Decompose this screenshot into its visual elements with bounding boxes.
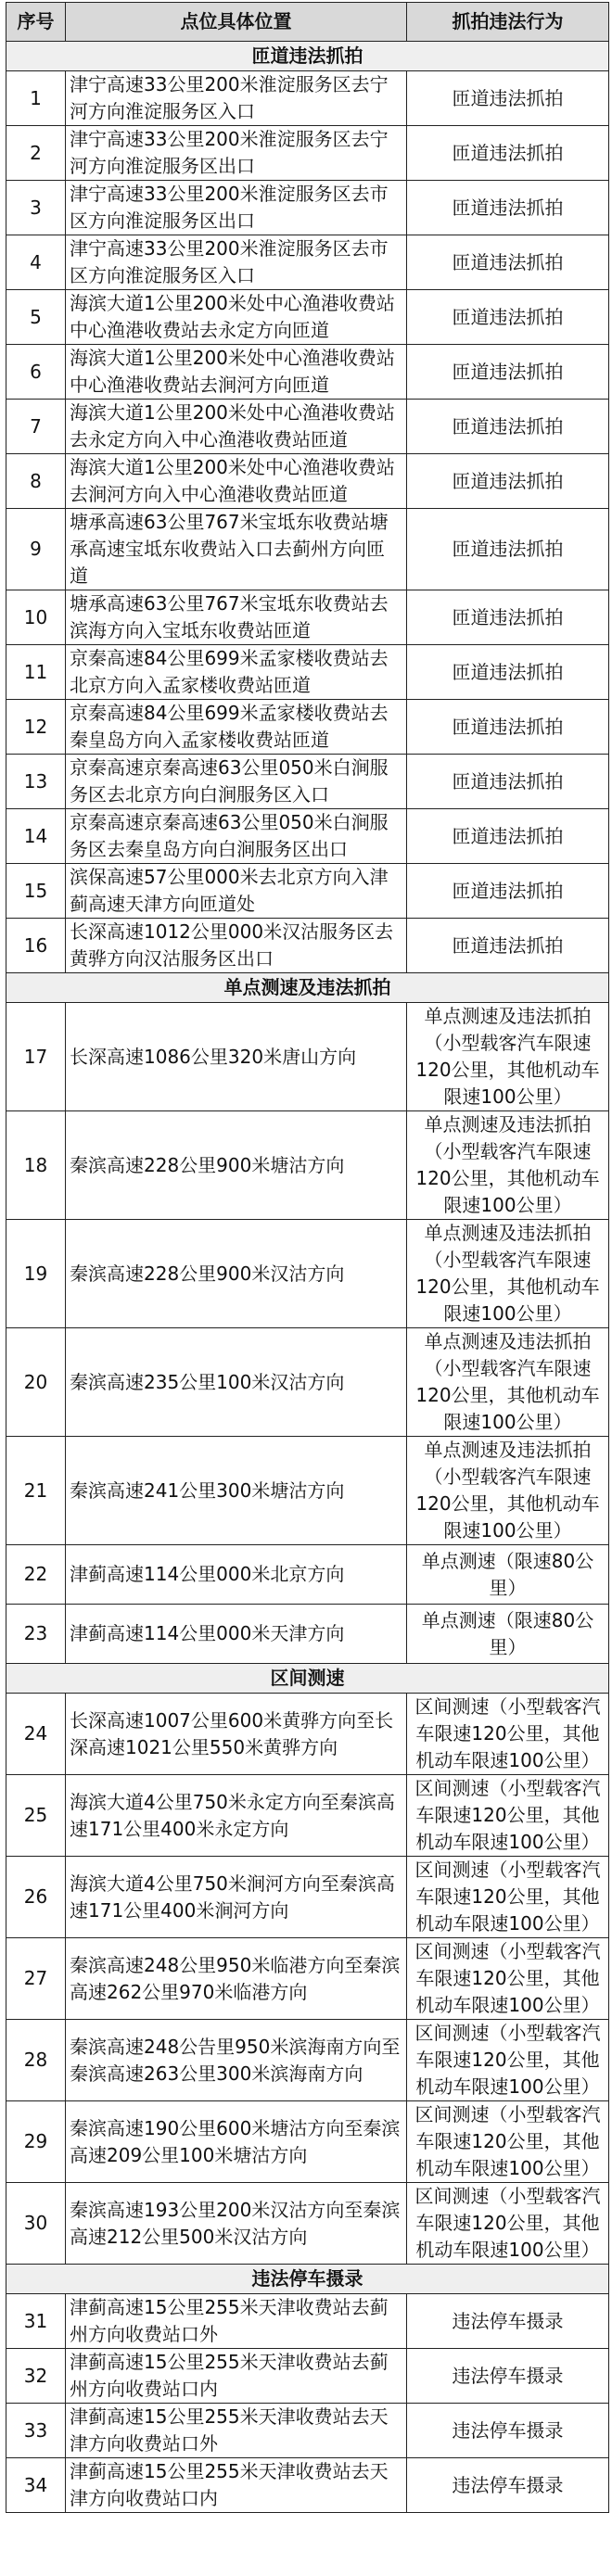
- row-behavior: 匝道违法抓拍: [407, 700, 609, 755]
- row-behavior: 违法停车摄录: [407, 2458, 609, 2513]
- row-number: 24: [6, 1694, 66, 1775]
- row-behavior: 匝道违法抓拍: [407, 864, 609, 919]
- row-location: 滨保高速57公里000米去北京方向入津蓟高速天津方向匝道处: [66, 864, 407, 919]
- row-location: 海滨大道1公里200米处中心渔港收费站去永定方向入中心渔港收费站匝道: [66, 400, 407, 454]
- row-location: 塘承高速63公里767米宝坻东收费站塘承高速宝坻东收费站入口去蓟州方向匝道: [66, 509, 407, 590]
- row-behavior: 匝道违法抓拍: [407, 919, 609, 973]
- row-location: 津宁高速33公里200米淮淀服务区去市区方向淮淀服务区入口: [66, 235, 407, 290]
- row-location: 塘承高速63公里767米宝坻东收费站去滨海方向入宝坻东收费站匝道: [66, 590, 407, 645]
- row-behavior: 匝道违法抓拍: [407, 809, 609, 864]
- table-row: [6, 1111, 609, 1220]
- header-behavior: 抓拍违法行为: [407, 3, 609, 42]
- table-row: [6, 400, 609, 454]
- row-location: 津蓟高速15公里255米天津收费站去蓟州方向收费站口外: [66, 2294, 407, 2349]
- table-row: [6, 1328, 609, 1437]
- table-row: [6, 290, 609, 345]
- row-behavior: 单点测速及违法抓拍（小型载客汽车限速120公里，其他机动车限速100公里）: [407, 1111, 609, 1220]
- row-behavior: 单点测速及违法抓拍（小型载客汽车限速120公里，其他机动车限速100公里）: [407, 1003, 609, 1111]
- row-behavior: 违法停车摄录: [407, 2349, 609, 2404]
- table-row: [6, 2404, 609, 2458]
- row-location: 京秦高速84公里699米孟家楼收费站去北京方向入孟家楼收费站匝道: [66, 645, 407, 700]
- row-number: 31: [6, 2294, 66, 2349]
- row-location: 津宁高速33公里200米淮淀服务区去市区方向淮淀服务区出口: [66, 181, 407, 235]
- row-behavior: 单点测速（限速80公里）: [407, 1545, 609, 1605]
- row-number: 30: [6, 2183, 66, 2265]
- enforcement-points-table: [6, 2, 609, 2513]
- row-location: 津蓟高速114公里000米天津方向: [66, 1605, 407, 1664]
- table-row: [6, 1437, 609, 1545]
- row-behavior: 匝道违法抓拍: [407, 71, 609, 126]
- section-header-row: [6, 1664, 609, 1694]
- row-number: 28: [6, 2020, 66, 2101]
- row-location: 秦滨高速228公里900米汉沽方向: [66, 1220, 407, 1328]
- row-location: 津蓟高速15公里255米天津收费站去天津方向收费站口外: [66, 2404, 407, 2458]
- row-number: 33: [6, 2404, 66, 2458]
- row-location: 秦滨高速190公里600米塘沽方向至秦滨高速209公里100米塘沽方向: [66, 2101, 407, 2183]
- table-row: [6, 2183, 609, 2265]
- table-row: [6, 1857, 609, 1938]
- row-location: 津蓟高速114公里000米北京方向: [66, 1545, 407, 1605]
- table-row: [6, 1775, 609, 1857]
- row-behavior: 匝道违法抓拍: [407, 235, 609, 290]
- row-number: 20: [6, 1328, 66, 1437]
- row-location: 京秦高速京秦高速63公里050米白涧服务区去秦皇岛方向白涧服务区出口: [66, 809, 407, 864]
- header-location: 点位具体位置: [66, 3, 407, 42]
- row-location: 长深高速1007公里600米黄骅方向至长深高速1021公里550米黄骅方向: [66, 1694, 407, 1775]
- row-number: 22: [6, 1545, 66, 1605]
- row-behavior: 区间测速（小型载客汽车限速120公里，其他机动车限速100公里）: [407, 1857, 609, 1938]
- row-location: 秦滨高速235公里100米汉沽方向: [66, 1328, 407, 1437]
- row-number: 25: [6, 1775, 66, 1857]
- row-location: 长深高速1012公里000米汉沽服务区去黄骅方向汉沽服务区出口: [66, 919, 407, 973]
- table-row: [6, 509, 609, 590]
- row-number: 3: [6, 181, 66, 235]
- row-location: 海滨大道4公里750米涧河方向至秦滨高速171公里400米涧河方向: [66, 1857, 407, 1938]
- table-row: [6, 1605, 609, 1664]
- row-location: 津宁高速33公里200米淮淀服务区去宁河方向淮淀服务区出口: [66, 126, 407, 181]
- row-behavior: 单点测速及违法抓拍（小型载客汽车限速120公里，其他机动车限速100公里）: [407, 1437, 609, 1545]
- row-number: 15: [6, 864, 66, 919]
- table-row: [6, 2020, 609, 2101]
- row-number: 1: [6, 71, 66, 126]
- row-location: 海滨大道1公里200米处中心渔港收费站去涧河方向入中心渔港收费站匝道: [66, 454, 407, 509]
- table-row: [6, 2294, 609, 2349]
- row-behavior: 匝道违法抓拍: [407, 290, 609, 345]
- row-behavior: 区间测速（小型载客汽车限速120公里，其他机动车限速100公里）: [407, 1938, 609, 2020]
- table-row: [6, 345, 609, 400]
- row-number: 13: [6, 755, 66, 809]
- table-row: [6, 1003, 609, 1111]
- row-number: 17: [6, 1003, 66, 1111]
- row-behavior: 单点测速（限速80公里）: [407, 1605, 609, 1664]
- table-row: [6, 454, 609, 509]
- row-behavior: 匝道违法抓拍: [407, 345, 609, 400]
- row-number: 11: [6, 645, 66, 700]
- row-location: 秦滨高速241公里300米塘沽方向: [66, 1437, 407, 1545]
- table-row: [6, 590, 609, 645]
- row-behavior: 单点测速及违法抓拍（小型载客汽车限速120公里，其他机动车限速100公里）: [407, 1328, 609, 1437]
- row-number: 10: [6, 590, 66, 645]
- row-location: 津蓟高速15公里255米天津收费站去天津方向收费站口内: [66, 2458, 407, 2513]
- table-row: [6, 1220, 609, 1328]
- table-row: [6, 809, 609, 864]
- row-location: 海滨大道4公里750米永定方向至秦滨高速171公里400米永定方向: [66, 1775, 407, 1857]
- table-row: [6, 755, 609, 809]
- row-number: 12: [6, 700, 66, 755]
- row-number: 16: [6, 919, 66, 973]
- row-location: 京秦高速84公里699米孟家楼收费站去秦皇岛方向入孟家楼收费站匝道: [66, 700, 407, 755]
- header-no: 序号: [6, 3, 66, 42]
- row-number: 2: [6, 126, 66, 181]
- row-location: 秦滨高速248公里950米临港方向至秦滨高速262公里970米临港方向: [66, 1938, 407, 2020]
- row-number: 6: [6, 345, 66, 400]
- row-behavior: 区间测速（小型载客汽车限速120公里，其他机动车限速100公里）: [407, 2101, 609, 2183]
- row-behavior: 匝道违法抓拍: [407, 126, 609, 181]
- page-footer-clipped: [6, 2560, 608, 2576]
- table-row: [6, 1545, 609, 1605]
- row-number: 29: [6, 2101, 66, 2183]
- row-behavior: 区间测速（小型载客汽车限速120公里，其他机动车限速100公里）: [407, 1694, 609, 1775]
- row-number: 32: [6, 2349, 66, 2404]
- row-number: 27: [6, 1938, 66, 2020]
- row-location: 长深高速1086公里320米唐山方向: [66, 1003, 407, 1111]
- table-row: [6, 919, 609, 973]
- table-row: [6, 2101, 609, 2183]
- section-title: 匝道违法抓拍: [6, 42, 609, 71]
- section-header-row: [6, 973, 609, 1003]
- table-row: [6, 700, 609, 755]
- table-body: [6, 42, 609, 2513]
- row-behavior: 匝道违法抓拍: [407, 509, 609, 590]
- row-number: 34: [6, 2458, 66, 2513]
- row-number: 21: [6, 1437, 66, 1545]
- row-number: 26: [6, 1857, 66, 1938]
- row-behavior: 匝道违法抓拍: [407, 755, 609, 809]
- row-number: 19: [6, 1220, 66, 1328]
- row-location: 京秦高速京秦高速63公里050米白涧服务区去北京方向白涧服务区入口: [66, 755, 407, 809]
- row-behavior: 单点测速及违法抓拍（小型载客汽车限速120公里，其他机动车限速100公里）: [407, 1220, 609, 1328]
- section-title: 单点测速及违法抓拍: [6, 973, 609, 1003]
- row-number: 23: [6, 1605, 66, 1664]
- document-container: [6, 2, 608, 2513]
- row-number: 5: [6, 290, 66, 345]
- row-location: 秦滨高速248公告里950米滨海南方向至秦滨高速263公里300米滨海南方向: [66, 2020, 407, 2101]
- table-row: [6, 1938, 609, 2020]
- table-row: [6, 71, 609, 126]
- row-behavior: 违法停车摄录: [407, 2404, 609, 2458]
- table-row: [6, 645, 609, 700]
- row-behavior: 区间测速（小型载客汽车限速120公里，其他机动车限速100公里）: [407, 2020, 609, 2101]
- row-behavior: 匝道违法抓拍: [407, 181, 609, 235]
- section-header-row: [6, 42, 609, 71]
- table-header-row: [6, 3, 609, 42]
- row-number: 14: [6, 809, 66, 864]
- row-behavior: 匝道违法抓拍: [407, 400, 609, 454]
- row-behavior: 匝道违法抓拍: [407, 645, 609, 700]
- table-row: [6, 181, 609, 235]
- row-behavior: 区间测速（小型载客汽车限速120公里，其他机动车限速100公里）: [407, 2183, 609, 2265]
- table-row: [6, 235, 609, 290]
- row-behavior: 匝道违法抓拍: [407, 454, 609, 509]
- table-row: [6, 1694, 609, 1775]
- row-location: 津蓟高速15公里255米天津收费站去蓟州方向收费站口内: [66, 2349, 407, 2404]
- section-header-row: [6, 2265, 609, 2294]
- row-location: 秦滨高速193公里200米汉沽方向至秦滨高速212公里500米汉沽方向: [66, 2183, 407, 2265]
- row-location: 秦滨高速228公里900米塘沽方向: [66, 1111, 407, 1220]
- row-location: 海滨大道1公里200米处中心渔港收费站中心渔港收费站去涧河方向匝道: [66, 345, 407, 400]
- row-location: 海滨大道1公里200米处中心渔港收费站中心渔港收费站去永定方向匝道: [66, 290, 407, 345]
- row-number: 9: [6, 509, 66, 590]
- row-behavior: 匝道违法抓拍: [407, 590, 609, 645]
- table-row: [6, 2349, 609, 2404]
- row-number: 4: [6, 235, 66, 290]
- row-number: 18: [6, 1111, 66, 1220]
- row-behavior: 区间测速（小型载客汽车限速120公里，其他机动车限速100公里）: [407, 1775, 609, 1857]
- row-behavior: 违法停车摄录: [407, 2294, 609, 2349]
- table-row: [6, 2458, 609, 2513]
- table-row: [6, 126, 609, 181]
- row-number: 7: [6, 400, 66, 454]
- row-number: 8: [6, 454, 66, 509]
- table-row: [6, 864, 609, 919]
- section-title: 区间测速: [6, 1664, 609, 1694]
- row-location: 津宁高速33公里200米淮淀服务区去宁河方向淮淀服务区入口: [66, 71, 407, 126]
- section-title: 违法停车摄录: [6, 2265, 609, 2294]
